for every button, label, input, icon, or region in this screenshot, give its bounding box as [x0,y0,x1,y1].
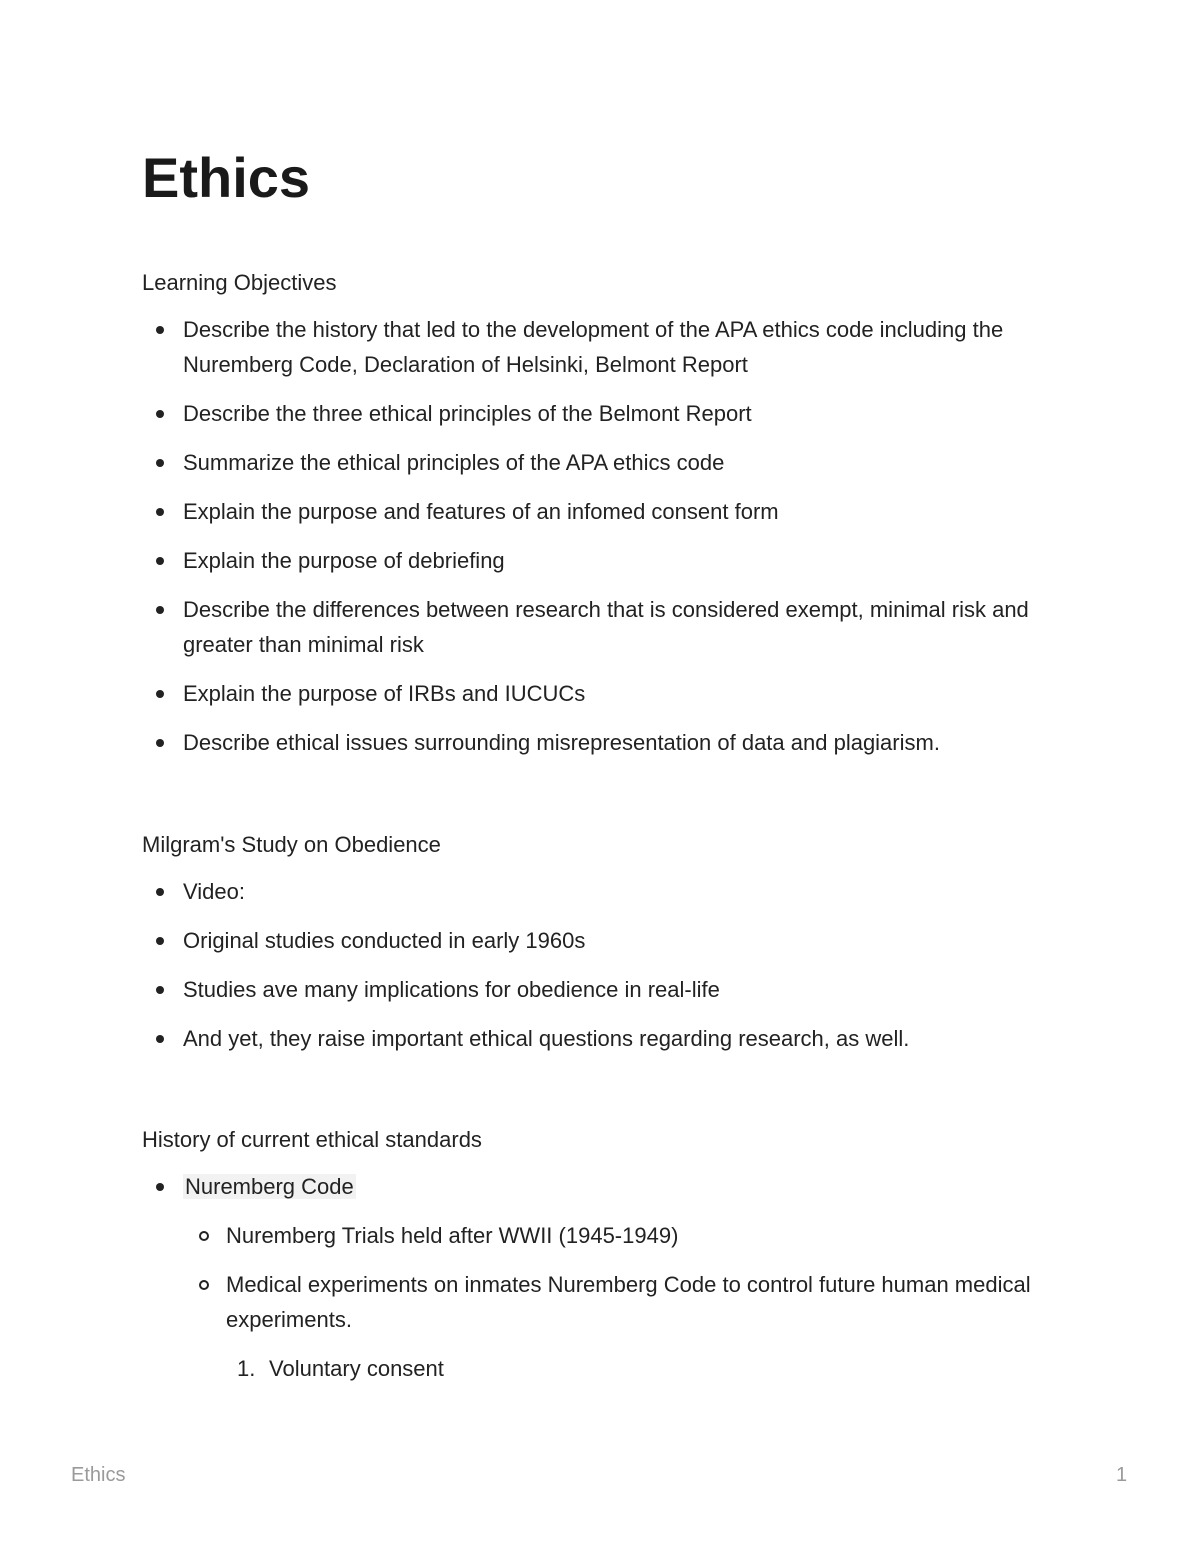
nuremberg-sub-list [142,1218,1062,1337]
section-heading-learning-objectives: Learning Objectives [142,270,337,295]
bullet-icon [156,690,164,698]
footer-page-number: 1 [1116,1464,1128,1486]
list-item: Original studies conducted in early 1960s [142,923,1062,958]
numbered-list-item: 1. Voluntary consent [142,1351,1062,1386]
history-list [142,1169,1062,1204]
bullet-icon [156,557,164,565]
bullet-icon [156,1035,164,1043]
list-item: Studies ave many implications for obedience in real-life [142,972,1062,1007]
history-section [142,1125,1062,1386]
bullet-icon [156,326,164,334]
milgram-list [142,874,1062,1056]
bullet-icon [156,888,164,896]
section-heading-milgram: Milgram's Study on Obedience [142,832,441,857]
bullet-icon [156,508,164,516]
sub-list-item: Nuremberg Trials held after WWII (1945-1949) [142,1218,1062,1253]
bullet-icon [156,986,164,994]
list-item: Describe the three ethical principles of the Belmont Report [142,396,1062,431]
bullet-icon [156,606,164,614]
list-number: 1. [237,1356,256,1381]
list-item: Describe ethical issues surrounding misrepresentation of data and plagiarism. [142,725,1062,760]
bullet-icon [156,410,164,418]
nuremberg-numbered-list [142,1351,1062,1386]
list-item: Explain the purpose of IRBs and IUCUCs [142,676,1062,711]
learning-objectives-list [142,312,1062,760]
page-title: Ethics [142,146,311,209]
hollow-bullet-icon [199,1231,209,1241]
bullet-icon [156,937,164,945]
learning-objectives-section [142,268,1062,760]
nuremberg-code-label: Nuremberg Code [185,1174,354,1199]
list-item: Describe the history that led to the development of the APA ethics code including the Nuremberg Code, Declaration of Helsinki, Belmont Report [142,312,1062,382]
section-heading-history: History of current ethical standards [142,1127,482,1152]
list-item-nuremberg-code [142,1169,1062,1204]
list-item: Explain the purpose and features of an infomed consent form [142,494,1062,529]
list-item: Explain the purpose of debriefing [142,543,1062,578]
hollow-bullet-icon [199,1280,209,1290]
milgram-section [142,830,1062,1056]
bullet-icon [156,1183,164,1191]
bullet-icon [156,459,164,467]
list-item: Summarize the ethical principles of the APA ethics code [142,445,1062,480]
list-item: Video: [142,874,1062,909]
list-item: Describe the differences between research that is considered exempt, minimal risk and greater than minimal risk [142,592,1062,662]
list-item: And yet, they raise important ethical questions regarding research, as well. [142,1021,1062,1056]
sub-list-item: Medical experiments on inmates Nuremberg Code to control future human medical experiments. [142,1267,1062,1337]
bullet-icon [156,739,164,747]
footer-document-title: Ethics [71,1464,126,1486]
